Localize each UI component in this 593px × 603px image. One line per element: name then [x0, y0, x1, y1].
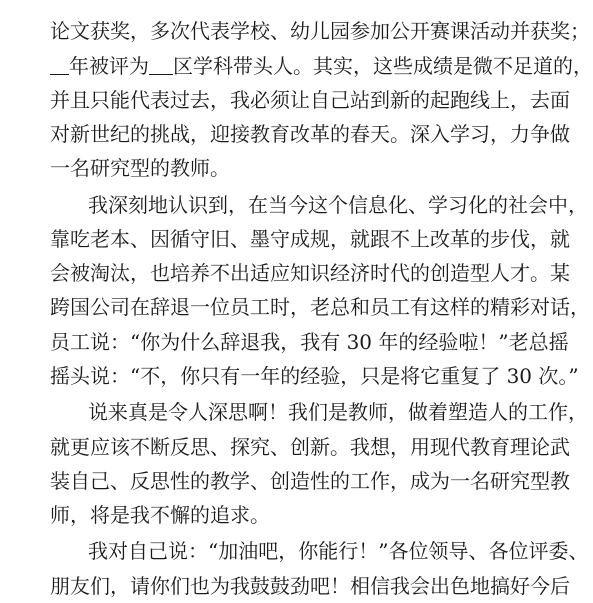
- text-line-12: 说来真是令人深思啊！我们是教师，做着塑造人的工作，: [88, 400, 588, 424]
- blank-district: [149, 52, 173, 75]
- text-line-3: 并且只能代表过去，我必须让自己站到新的起跑线上，去面: [50, 88, 570, 112]
- text-line-4: 对新世纪的挑战，迎接教育改革的春天。深入学习，力争做: [50, 122, 570, 146]
- text-line-11: 摇头说：“不，你只有一年的经验，只是将它重复了 30 次。”: [50, 364, 579, 388]
- text-line-10: 员工说：“你为什么辞退我，我有 30 年的经验啦！”老总摇: [50, 330, 569, 354]
- text-line-14: 装自己、反思性的教学、创造性的工作，成为一名研究型教: [50, 469, 570, 493]
- text-line-2: [50, 49, 593, 83]
- text-line-17: 朋友们，请你们也为我鼓鼓劲吧！相信我会出色地搞好今后: [50, 574, 570, 598]
- text-line-15: 师，将是我不懈的追求。: [50, 503, 270, 527]
- text-line-7: 靠吃老本、因循守旧、墨守成规，就跟不上改革的步伐，就: [50, 227, 570, 251]
- text-line-13: 就更应该不断反思、探究、创新。我想，用现代教育理论武: [50, 435, 570, 459]
- text-fragment-a: 年被评为: [69, 54, 149, 78]
- blank-year: [50, 52, 69, 75]
- text-fragment-b: 区学科带头人。其实，这些成绩是微不足道的，: [173, 54, 593, 78]
- text-line-5: 一名研究型的教师。: [50, 156, 230, 180]
- text-line-8: 会被淘汰，也培养不出适应知识经济时代的创造型人才。某: [50, 261, 570, 285]
- text-line-16: 我对自己说：“加油吧，你能行！”各位领导、各位评委、: [88, 539, 589, 563]
- text-line-9: 跨国公司在辞退一位员工时，老总和员工有这样的精彩对话，: [50, 295, 590, 319]
- text-line-1: 论文获奖，多次代表学校、幼儿园参加公开赛课活动并获奖；: [50, 19, 590, 43]
- text-line-6: 我深刻地认识到，在当今这个信息化、学习化的社会中，: [88, 193, 588, 217]
